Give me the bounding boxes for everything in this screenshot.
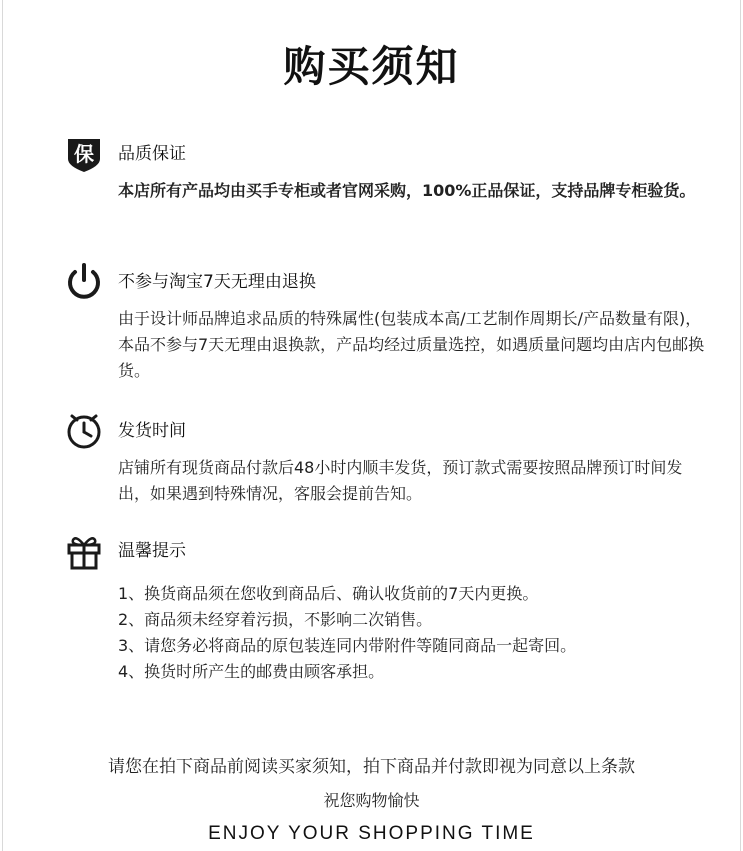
section-title: 温馨提示 (118, 541, 186, 561)
section-title: 品质保证 (118, 144, 186, 164)
footer-slogan: ENJOY YOUR SHOPPING TIME (208, 823, 535, 844)
section-no-return (64, 262, 704, 384)
section-body: 店铺所有现货商品付款后48小时内顺丰发货，预订款式需要按照品牌预订时间发出，如果遇到特殊情况，客服会提前告知。 (118, 458, 683, 503)
shield-icon-text: 保 (74, 142, 94, 166)
footer-notice: 请您在拍下商品前阅读买家须知，拍下商品并付款即视为同意以上条款 (108, 757, 635, 777)
section-tips (64, 531, 704, 685)
power-icon (64, 262, 104, 302)
section-title: 发货时间 (118, 421, 186, 441)
left-border (2, 0, 3, 851)
footer-wish: 祝您购物愉快 (323, 791, 420, 810)
gift-icon (64, 531, 104, 571)
shield-icon (64, 134, 104, 174)
page-title: 购买须知 (283, 42, 460, 91)
list-item: 3、请您务必将商品的原包装连同内带附件等随同商品一起寄回。 (118, 636, 577, 655)
clock-icon (64, 411, 104, 451)
list-item: 4、换货时所产生的邮费由顾客承担。 (118, 662, 385, 681)
right-border (740, 0, 741, 851)
section-shipping (64, 411, 704, 507)
list-item: 2、商品须未经穿着污损，不影响二次销售。 (118, 610, 433, 629)
section-title: 不参与淘宝7天无理由退换 (118, 272, 316, 292)
list-item: 1、换货商品须在您收到商品后、确认收货前的7天内更换。 (118, 584, 539, 603)
section-quality (64, 134, 704, 204)
section-body: 本店所有产品均由买手专柜或者官网采购，100%正品保证，支持品牌专柜验货。 (118, 181, 696, 200)
section-body: 由于设计师品牌追求品质的特殊属性(包装成本高/工艺制作周期长/产品数量有限)，本品不参与7天无理由退换款，产品均经过质量选控，如遇质量问题均由店内包邮换货。 (118, 309, 705, 380)
